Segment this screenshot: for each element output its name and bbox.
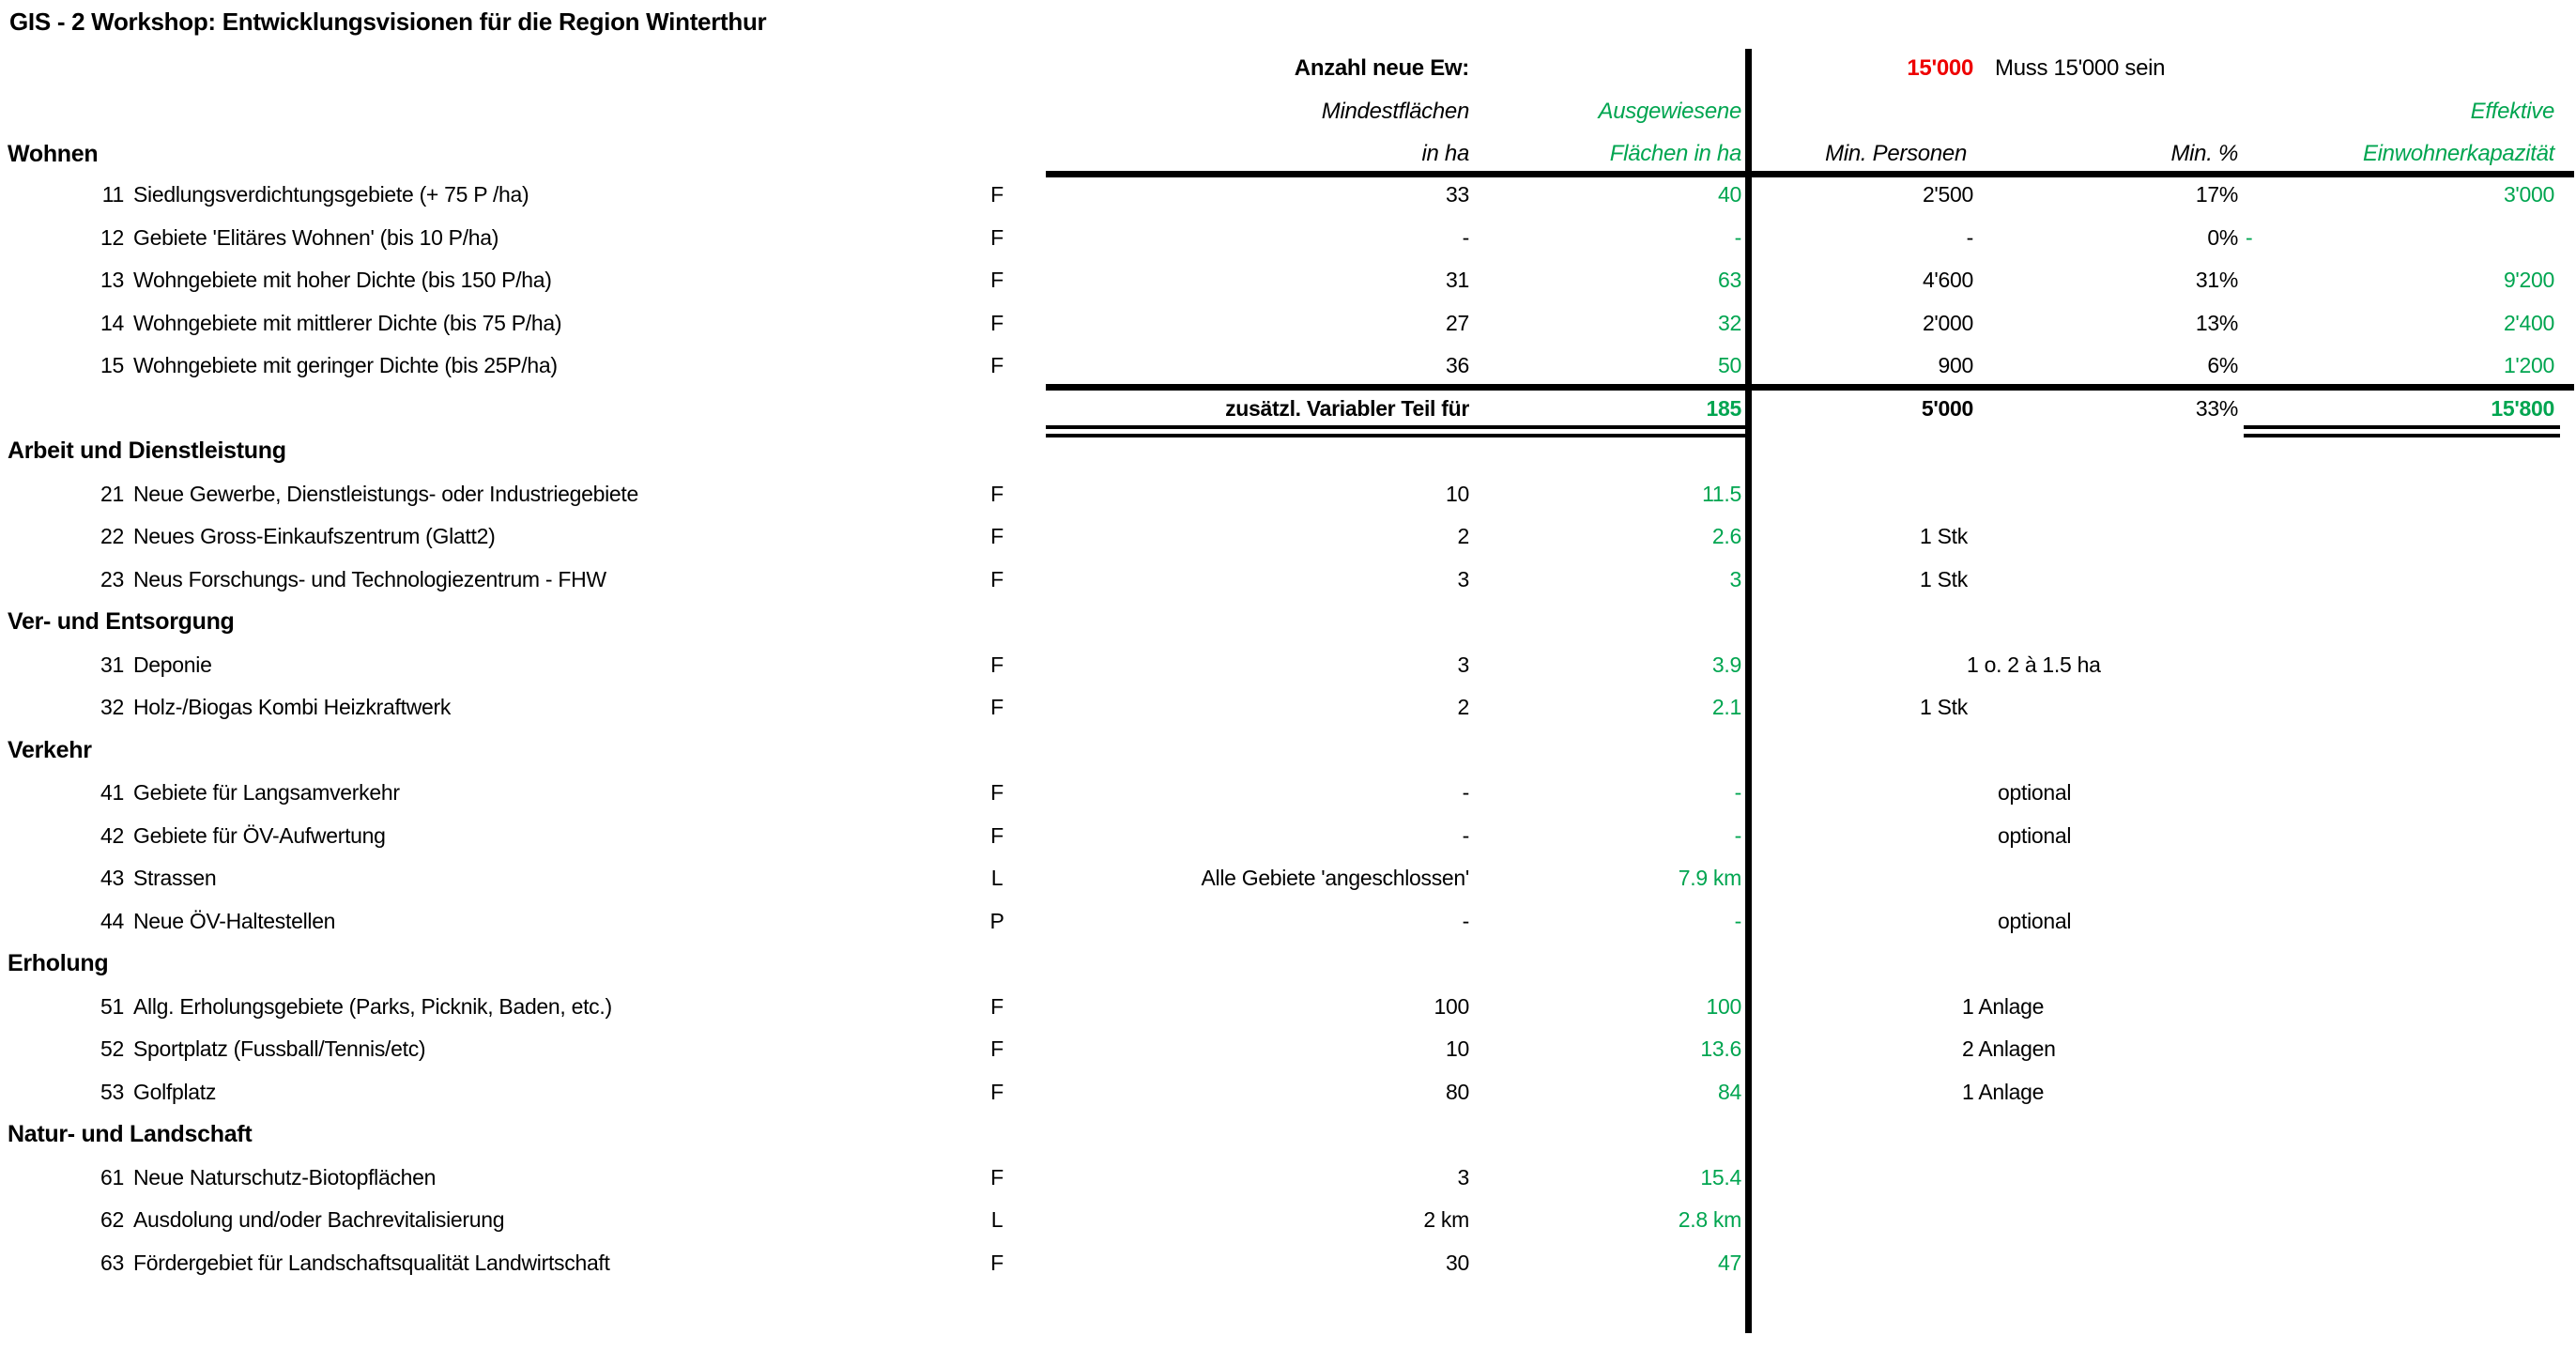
table-row	[0, 644, 2576, 687]
row-label: Gebiete für Langsamverkehr	[133, 780, 400, 805]
page-title: GIS - 2 Workshop: Entwicklungsvisionen für die Region Winterthur	[9, 8, 767, 36]
cell-mindestflaeche: 2	[1457, 695, 1469, 719]
row-number: 44	[100, 908, 124, 933]
table-row	[0, 388, 2576, 431]
row-label: Neue Gewerbe, Dienstleistungs- oder Industriegebiete	[133, 481, 638, 506]
col-header-anzahl-neue-ew: Anzahl neue Ew:	[1294, 55, 1469, 81]
row-number: 43	[100, 866, 124, 890]
cell-ausgewiesene-flaeche: -	[1734, 780, 1741, 805]
row-label: Sportplatz (Fussball/Tennis/etc)	[133, 1036, 426, 1061]
row-label: Gebiete 'Elitäres Wohnen' (bis 10 P/ha)	[133, 224, 499, 250]
table-row	[0, 1071, 2576, 1114]
cell-min-personen: 2'500	[1922, 182, 1973, 207]
cell-mindestflaeche: 3	[1457, 652, 1469, 677]
cell-min-personen: optional	[1998, 822, 2072, 848]
cell-mindestflaeche: -	[1462, 224, 1469, 250]
cell-mindestflaeche: 33	[1446, 182, 1469, 207]
table-row	[0, 559, 2576, 602]
cell-ausgewiesene-flaeche: -	[1734, 908, 1741, 933]
section-header-wohnen: Wohnen	[8, 141, 99, 167]
table-row	[0, 900, 2576, 944]
cell-min-prozent: 13%	[2195, 310, 2238, 335]
row-label: Siedlungsverdichtungsgebiete (+ 75 P /ha)	[133, 182, 529, 207]
row-geometry-type: F	[990, 524, 1004, 548]
cell-mindestflaeche: 80	[1446, 1079, 1469, 1104]
table-row	[0, 857, 2576, 900]
row-number: 31	[100, 652, 124, 677]
cell-einwohnerkapazitaet: 15'800	[2491, 395, 2554, 421]
table-row	[0, 174, 2576, 217]
row-number: 41	[100, 780, 124, 805]
cell-ausgewiesene-flaeche: 7.9 km	[1678, 866, 1741, 890]
row-geometry-type: L	[990, 1207, 1004, 1232]
row-geometry-type: F	[990, 1164, 1004, 1189]
cell-min-personen: 1 Anlage	[1962, 993, 2045, 1019]
table-row	[0, 1199, 2576, 1242]
cell-min-personen: optional	[1998, 908, 2072, 933]
cell-mindestflaeche: 31	[1446, 268, 1469, 292]
col-header-effektive: Effektive	[2470, 99, 2554, 124]
row-label: Verkehr	[8, 736, 92, 763]
row-number: 13	[100, 268, 124, 292]
cell-ausgewiesene-flaeche: 3	[1729, 566, 1741, 591]
row-number: 15	[100, 353, 124, 377]
row-number: 12	[100, 224, 124, 250]
row-number: 51	[100, 993, 124, 1019]
table-row	[0, 302, 2576, 345]
cell-mindestflaeche: 10	[1446, 481, 1469, 506]
cell-min-prozent: 33%	[2195, 395, 2238, 421]
cell-mindestflaeche: 3	[1457, 1164, 1469, 1189]
cell-mindestflaeche: 36	[1446, 353, 1469, 377]
row-label: Fördergebiet für Landschaftsqualität Landwirtschaft	[133, 1250, 610, 1275]
cell-ausgewiesene-flaeche: 63	[1718, 268, 1741, 292]
row-label: Wohngebiete mit hoher Dichte (bis 150 P/ha)	[133, 268, 552, 292]
cell-min-personen: 2'000	[1922, 310, 1973, 335]
table-row	[0, 430, 2576, 473]
cell-mindestflaeche: 2 km	[1423, 1207, 1469, 1232]
row-geometry-type: F	[990, 182, 1004, 207]
row-label: Neus Forschungs- und Technologiezentrum - FHW	[133, 566, 606, 591]
row-number: 23	[100, 566, 124, 591]
cell-mindestflaeche: 100	[1434, 993, 1469, 1019]
row-number: 61	[100, 1164, 124, 1189]
row-geometry-type: F	[990, 993, 1004, 1019]
row-number: 32	[100, 695, 124, 719]
cell-min-prozent: 6%	[2207, 353, 2238, 377]
cell-ausgewiesene-flaeche: 40	[1718, 182, 1741, 207]
cell-min-personen: 2 Anlagen	[1962, 1036, 2056, 1061]
cell-ausgewiesene-flaeche: 47	[1718, 1250, 1741, 1275]
col-header-ausgewiesene: Ausgewiesene	[1598, 99, 1741, 124]
cell-ausgewiesene-flaeche: 15.4	[1700, 1164, 1741, 1189]
row-geometry-type: F	[990, 310, 1004, 335]
cell-einwohnerkapazitaet: 1'200	[2503, 353, 2554, 377]
row-number: 63	[100, 1250, 124, 1275]
row-label: Ausdolung und/oder Bachrevitalisierung	[133, 1207, 505, 1232]
table-row	[0, 772, 2576, 815]
cell-min-prozent: 0%	[2207, 224, 2238, 250]
cell-mindestflaeche: -	[1462, 908, 1469, 933]
cell-ausgewiesene-flaeche: 2.1	[1711, 695, 1741, 719]
col-header-mindestflaechen: Mindestflächen	[1321, 99, 1469, 124]
cell-min-personen: 1 Stk	[1920, 524, 1968, 548]
cell-min-personen: 1 Stk	[1920, 695, 1968, 719]
cell-min-personen: 4'600	[1922, 268, 1973, 292]
row-geometry-type: F	[990, 224, 1004, 250]
cell-ausgewiesene-flaeche: 100	[1706, 993, 1741, 1019]
row-label: Erholung	[8, 950, 109, 976]
col-header-in-ha: in ha	[1421, 141, 1469, 166]
cell-ausgewiesene-flaeche: 13.6	[1700, 1036, 1741, 1061]
table-row	[0, 729, 2576, 773]
table-row	[0, 345, 2576, 388]
table-row	[0, 217, 2576, 260]
row-label: Strassen	[133, 866, 217, 890]
row-label: Neue Naturschutz-Biotopflächen	[133, 1164, 437, 1189]
cell-min-personen: optional	[1998, 780, 2072, 805]
row-geometry-type: F	[990, 566, 1004, 591]
cell-min-personen: 1 o. 2 à 1.5 ha	[1967, 652, 2101, 677]
col-header-min-prozent: Min. %	[2170, 141, 2238, 166]
row-number: 14	[100, 310, 124, 335]
table-row	[0, 601, 2576, 644]
row-number: 11	[101, 182, 124, 207]
row-geometry-type: F	[990, 1079, 1004, 1104]
table-row	[0, 1113, 2576, 1157]
col-header-min-personen: Min. Personen	[1825, 141, 1967, 166]
row-label: Neue ÖV-Haltestellen	[133, 908, 336, 933]
table-body	[0, 174, 2576, 1284]
row-number: 52	[100, 1036, 124, 1061]
row-number: 53	[100, 1079, 124, 1104]
cell-min-prozent: 31%	[2195, 268, 2238, 292]
table-row	[0, 259, 2576, 302]
cell-einwohnerkapazitaet: 2'400	[2503, 310, 2554, 335]
cell-mindestflaeche: -	[1462, 780, 1469, 805]
col-header-flaechen-in-ha: Flächen in ha	[1609, 141, 1741, 166]
cell-mindestflaeche: Alle Gebiete 'angeschlossen'	[1201, 866, 1469, 890]
cell-ausgewiesene-flaeche: -	[1734, 224, 1741, 250]
table-row	[0, 686, 2576, 729]
cell-mindestflaeche: 27	[1446, 310, 1469, 335]
cell-ausgewiesene-flaeche: 32	[1718, 310, 1741, 335]
cell-min-personen: 900	[1938, 353, 1973, 377]
row-label: Allg. Erholungsgebiete (Parks, Picknik, Baden, etc.)	[133, 993, 612, 1019]
cell-mindestflaeche: 3	[1457, 566, 1469, 591]
col-header-einwohnerkapazitaet: Einwohnerkapazität	[2362, 141, 2554, 166]
row-label: Wohngebiete mit geringer Dichte (bis 25P/ha)	[133, 353, 558, 377]
cell-einwohnerkapazitaet: 9'200	[2503, 268, 2554, 292]
row-label: Ver- und Entsorgung	[8, 608, 235, 635]
cell-ausgewiesene-flaeche: 2.8 km	[1678, 1207, 1741, 1232]
cell-einwohnerkapazitaet: -	[2246, 224, 2253, 250]
row-geometry-type: F	[990, 652, 1004, 677]
row-geometry-type: P	[989, 908, 1004, 933]
cell-min-personen: 5'000	[1921, 395, 1973, 421]
row-geometry-type: F	[990, 353, 1004, 377]
cell-ausgewiesene-flaeche: 2.6	[1711, 524, 1741, 548]
row-label: Natur- und Landschaft	[8, 1121, 253, 1147]
cell-ausgewiesene-flaeche: 84	[1718, 1079, 1741, 1104]
table-row	[0, 815, 2576, 858]
table-row	[0, 1028, 2576, 1071]
cell-ausgewiesene-flaeche: 185	[1706, 395, 1741, 421]
row-number: 22	[100, 524, 124, 548]
row-number: 21	[100, 481, 124, 506]
row-geometry-type: F	[990, 1036, 1004, 1061]
row-number: 62	[100, 1207, 124, 1232]
row-geometry-type: L	[990, 866, 1004, 890]
cell-ausgewiesene-flaeche: 50	[1718, 353, 1741, 377]
row-label: Gebiete für ÖV-Aufwertung	[133, 822, 386, 848]
row-label: Deponie	[133, 652, 212, 677]
cell-mindestflaeche: 2	[1457, 524, 1469, 548]
cell-min-personen: -	[1966, 224, 1973, 250]
check-value: 15'000	[1907, 55, 1973, 81]
row-label: Holz-/Biogas Kombi Heizkraftwerk	[133, 695, 452, 719]
cell-ausgewiesene-flaeche: 3.9	[1711, 652, 1741, 677]
row-geometry-type: F	[990, 780, 1004, 805]
cell-min-personen: 1 Anlage	[1962, 1079, 2045, 1104]
row-geometry-type: F	[990, 822, 1004, 848]
table-row	[0, 473, 2576, 516]
row-label: zusätzl. Variabler Teil für	[1225, 395, 1469, 421]
table-row	[0, 943, 2576, 986]
cell-min-personen: 1 Stk	[1920, 566, 1968, 591]
row-geometry-type: F	[990, 481, 1004, 506]
cell-ausgewiesene-flaeche: 11.5	[1702, 481, 1741, 506]
row-label: Arbeit und Dienstleistung	[8, 437, 286, 464]
row-geometry-type: F	[990, 268, 1004, 292]
check-note: Muss 15'000 sein	[1995, 55, 2166, 81]
row-geometry-type: F	[990, 1250, 1004, 1275]
row-label: Neues Gross-Einkaufszentrum (Glatt2)	[133, 524, 496, 548]
cell-mindestflaeche: 30	[1446, 1250, 1469, 1275]
row-number: 42	[100, 822, 124, 848]
row-label: Wohngebiete mit mittlerer Dichte (bis 75 P/ha)	[133, 310, 562, 335]
cell-ausgewiesene-flaeche: -	[1734, 822, 1741, 848]
cell-min-prozent: 17%	[2195, 182, 2238, 207]
table-row	[0, 515, 2576, 559]
cell-mindestflaeche: -	[1462, 822, 1469, 848]
table-row	[0, 1242, 2576, 1285]
table-row	[0, 986, 2576, 1029]
row-geometry-type: F	[990, 695, 1004, 719]
row-label: Golfplatz	[133, 1079, 217, 1104]
cell-einwohnerkapazitaet: 3'000	[2503, 182, 2554, 207]
table-row	[0, 1157, 2576, 1200]
cell-mindestflaeche: 10	[1446, 1036, 1469, 1061]
